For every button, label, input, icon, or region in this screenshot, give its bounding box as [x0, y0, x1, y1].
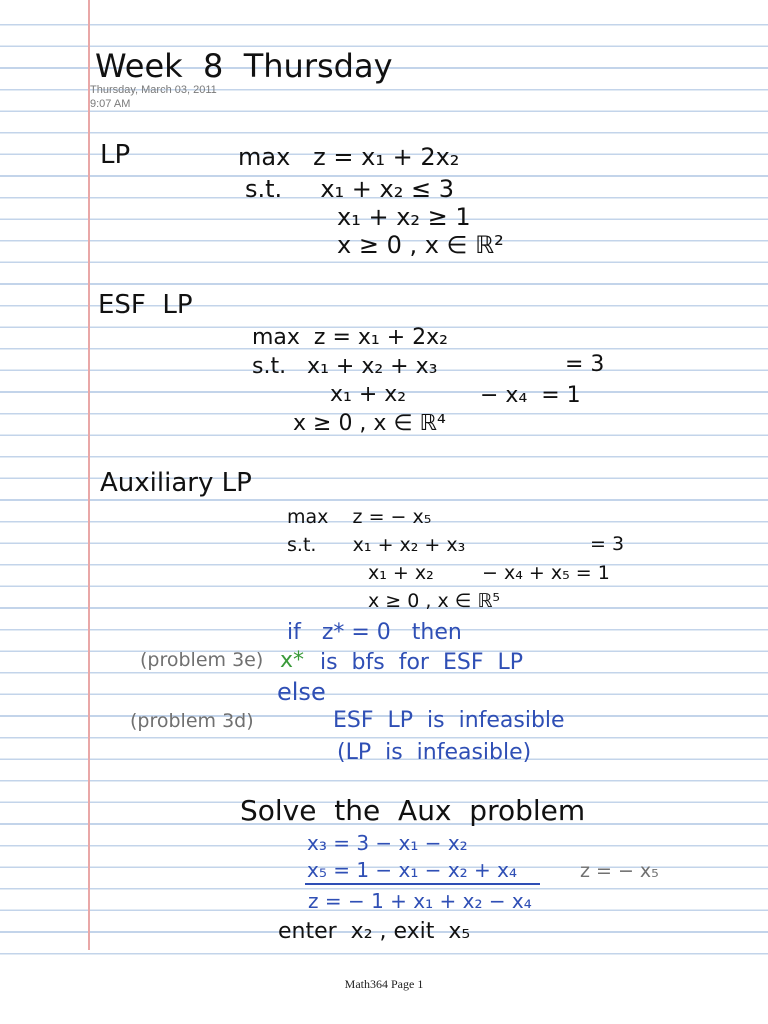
solve-heading: Solve the Aux problem: [240, 794, 586, 827]
margin-line: [88, 0, 90, 950]
lp-constraint-2: x₁ + x₂ ≥ 1: [337, 203, 471, 231]
lp-objective: max z = x₁ + 2x₂: [238, 143, 460, 171]
esf-label: ESF LP: [98, 290, 193, 320]
x-star: x*: [280, 648, 305, 673]
lp-constraint-3: x ≥ 0 , x ∈ ℝ²: [337, 231, 504, 259]
esf-constraint-2-rhs: − x₄ = 1: [480, 383, 581, 408]
aux-constraint-3: x ≥ 0 , x ∈ ℝ⁵: [368, 590, 500, 612]
page-footer: Math364 Page 1: [344, 977, 424, 991]
aux-objective: max z = − x₅: [287, 506, 432, 528]
esf-objective: max z = x₁ + 2x₂: [252, 325, 448, 350]
esf-infeasible-statement: ESF LP is infeasible: [333, 708, 565, 733]
z-substitution-note: z = − x₅: [580, 860, 659, 882]
lp-infeasible-statement: (LP is infeasible): [337, 740, 532, 765]
esf-constraint-3: x ≥ 0 , x ∈ ℝ⁴: [293, 411, 446, 436]
page-title: Week 8 Thursday: [95, 47, 393, 85]
esf-constraint-1: s.t. x₁ + x₂ + x₃: [252, 354, 438, 379]
problem-3d-note: (problem 3d): [130, 710, 254, 732]
aux-constraint-1-rhs: = 3: [590, 533, 625, 555]
page-time: 9:07 AM: [90, 98, 131, 110]
bfs-statement: is bfs for ESF LP: [320, 650, 523, 675]
lp-label: LP: [100, 140, 131, 170]
dictionary-eq-x3: x₃ = 3 − x₁ − x₂: [307, 831, 468, 855]
dictionary-eq-x5: x₅ = 1 − x₁ − x₂ + x₄: [307, 858, 518, 882]
dictionary-underline: [305, 883, 540, 885]
page-date: Thursday, March 03, 2011: [90, 84, 217, 96]
dictionary-eq-z: z = − 1 + x₁ + x₂ − x₄: [308, 889, 532, 913]
if-condition: if z* = 0 then: [287, 620, 462, 645]
else-keyword: else: [277, 678, 326, 706]
lp-constraint-1: s.t. x₁ + x₂ ≤ 3: [245, 175, 454, 203]
aux-label: Auxiliary LP: [100, 468, 252, 498]
problem-3e-note: (problem 3e): [140, 649, 264, 671]
aux-constraint-1: s.t. x₁ + x₂ + x₃: [287, 534, 466, 556]
esf-constraint-1-rhs: = 3: [565, 352, 605, 377]
esf-constraint-2: x₁ + x₂: [330, 382, 407, 407]
aux-constraint-2: x₁ + x₂ − x₄ + x₅ = 1: [368, 562, 610, 584]
pivot-enter-exit: enter x₂ , exit x₅: [278, 919, 471, 944]
